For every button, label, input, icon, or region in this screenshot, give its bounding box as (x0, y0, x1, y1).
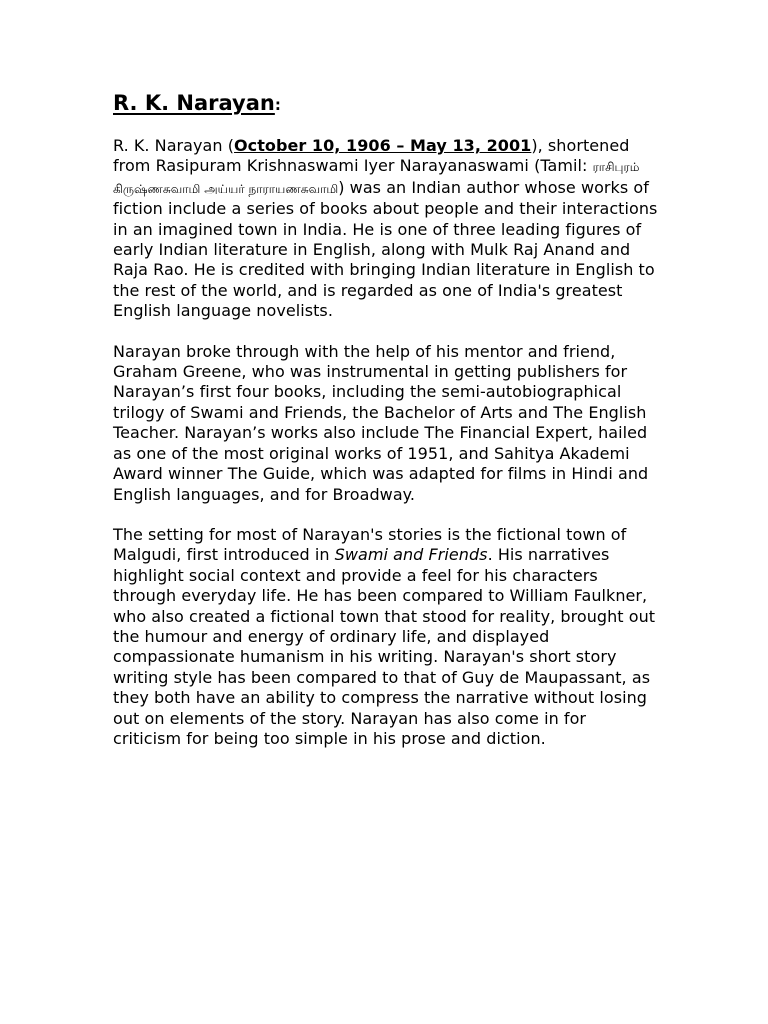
malgudi-rest: . His narratives highlight social context and provide a feel for his characters through everyday life. He has been compared to William Faulkner, who also created a fictional town that stood for reality, brought out the humour and energy of ordinary life, and displayed compassionate humanism in his writing. Narayan's short story writing style has been compared to that of Guy de Maupassant, as they both have an ability to compress the narrative without losing out on elements of the story. Narayan has also come in for criticism for being too simple in his prose and diction. (113, 545, 656, 748)
document-page (113, 88, 658, 769)
book-title-swami: Swami and Friends (334, 545, 488, 565)
title-colon: : (274, 96, 281, 114)
page-title (113, 88, 658, 120)
paragraph-malgudi (113, 525, 658, 749)
paragraph-intro (113, 136, 658, 322)
malgudi-lead: The setting for most of Narayan's stories is the fictional town of Malgudi, first introduced in (113, 524, 627, 565)
life-dates-link: October 10, 1906 – May 13, 2001 (234, 136, 532, 155)
title-name: R. K. Narayan (113, 91, 275, 115)
intro-rest: ) was an Indian author whose works of fiction include a series of books about people and their interactions in an imagined town in India. He is one of three leading figures of early Indian literature in English, along with Mulk Raj Anand and Raja Rao. He is credited with bringing Indian literature in English to the rest of the world, and is regarded as one of India's greatest English language novelists. (113, 177, 658, 321)
intro-name-text: ), shortened from Rasipuram Krishnaswami Iyer Narayanaswami (Tamil: (113, 136, 630, 176)
tamil-name: ராசிபுரம் கிருஷ்ணசுவாமி அய்யர் நாராயணசுவாமி (113, 160, 640, 196)
intro-lead: R. K. Narayan ( (113, 136, 235, 155)
paragraph-career: Narayan broke through with the help of his mentor and friend, Graham Greene, who was instrumental in getting publishers for Narayan’s first four books, including the semi-autobiographical trilogy of Swami and Friends, the Bachelor of Arts and The English Teacher. Narayan’s works also include The Financial Expert, hailed as one of the most original works of 1951, and Sahitya Akademi Award winner The Guide, which was adapted for films in Hindi and English languages, and for Broadway. (113, 341, 649, 504)
